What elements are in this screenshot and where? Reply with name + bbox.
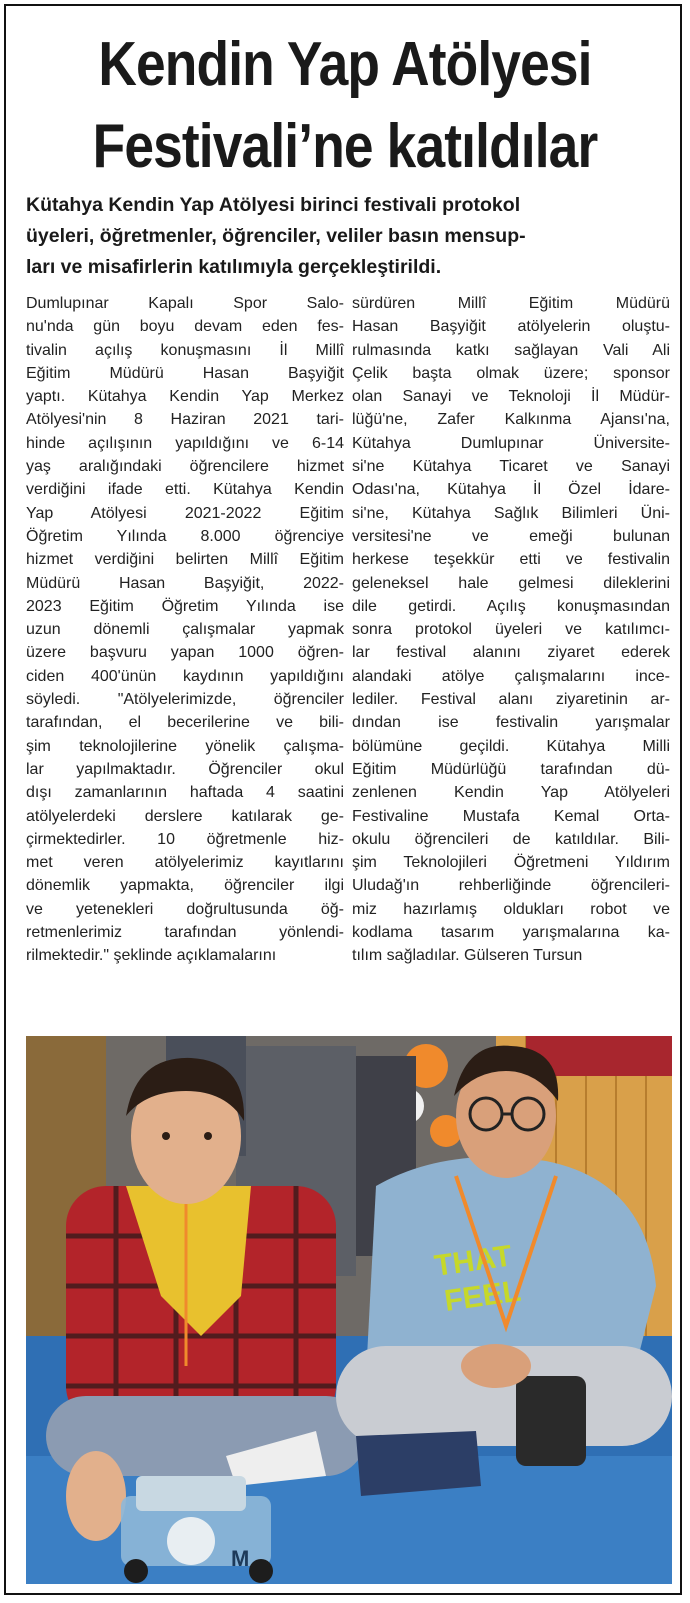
body-text-line: si'ne Kütahya Ticaret ve Sanayi <box>352 458 670 476</box>
body-text-line: olan Sanayi ve Teknoloji İl Müdür- <box>352 388 670 406</box>
body-text-line: şim teknolojilerine yönelik çalışma- <box>26 737 344 755</box>
body-text-line: hinde açılışının yapıldığını ve 6-14 <box>26 434 344 452</box>
body-text-line: versitesi'ne ve emeği bulunan <box>352 527 670 545</box>
body-text-line: tivalin açılış konuşmasını İl Millî <box>26 341 344 359</box>
photo-illustration <box>26 1036 672 1584</box>
article-photo <box>26 1036 672 1584</box>
body-column-right <box>352 292 670 968</box>
body-text-line: lediler. Festival alanı ziyaretinin ar- <box>352 691 670 709</box>
body-text-line: sonra protokol üyeleri ve katılımcı- <box>352 621 670 639</box>
body-text-line: Uludağ'ın rehberliğinde öğrencileri- <box>352 877 670 895</box>
body-text-line: kodlama tasarım yarışmalarına ka- <box>352 924 670 942</box>
body-text-line: lar yapılmaktadır. Öğrenciler okul <box>26 760 344 778</box>
body-text-line: met veren atölyelerimiz kayıtlarını <box>26 854 344 872</box>
lead-line: üyeleri, öğretmenler, öğrenciler, veliler basın mensup- <box>26 225 526 247</box>
body-text-line: Çelik başta olmak üzere; sponsor <box>352 364 670 382</box>
body-text-line: Müdürü Hasan Başyiğit, 2022- <box>26 574 344 592</box>
body-text-line: rilmektedir." şeklinde açıklamalarını <box>26 947 277 965</box>
shirt-print-line-2: FEEL <box>442 1274 523 1318</box>
body-text-line: yaş aralığındaki öğrencilere hizmet <box>26 458 344 476</box>
body-text-line: sürdüren Millî Eğitim Müdürü <box>352 295 670 312</box>
headline-line-2: Festivali’ne katıldılar <box>92 112 598 181</box>
body-column-left <box>26 292 344 968</box>
body-text-line: dışı zamanlarının haftada 4 saatini <box>26 784 344 802</box>
body-text-line: Yap Atölyesi 2021-2022 Eğitim <box>26 504 344 522</box>
body-text-line: okulu öğrencileri de katıldılar. Bili- <box>352 830 670 848</box>
headline <box>53 24 636 188</box>
lead-paragraph <box>26 190 670 283</box>
body-text-line: üzere başvuru yapan 1000 öğren- <box>26 644 344 662</box>
body-text-line: herkese teşekkür etti ve festivalin <box>352 551 670 569</box>
body-text-line: ve yetenekleri doğrultusunda öğ- <box>26 900 344 918</box>
body-text-line: tılım sağladılar. Gülseren Tursun <box>352 947 583 965</box>
robot-letter: M <box>231 1546 250 1571</box>
body-text-line: Hasan Başyiğit atölyelerin oluştu- <box>352 318 670 336</box>
shirt-print-line-1: THAT <box>432 1239 514 1283</box>
body-text-line: lar festival alanını ziyaret ederek <box>352 644 670 662</box>
body-text-line: Kütahya Dumlupınar Üniversite- <box>352 434 670 452</box>
body-text-line: Eğitim Müdürlüğü tarafından dü- <box>352 760 670 778</box>
body-text-line: uzun dönemli çalışmalar yapmak <box>26 621 344 639</box>
body-text-line: Atölyesi'nin 8 Haziran 2021 tari- <box>26 411 344 429</box>
body-text-line: çirmektedirler. 10 öğretmenle hiz- <box>26 830 344 848</box>
body-text-line: Dumlupınar Kapalı Spor Salo- <box>26 295 344 312</box>
headline-line-1: Kendin Yap Atölyesi <box>98 30 592 99</box>
body-text-line: si'ne, Kütahya Sağlık Bilimleri Üni- <box>352 504 670 522</box>
body-text-line: alandaki atölye çalışmalarını ince- <box>352 667 670 685</box>
body-text-line: rulmasında katkı sağlayan Vali Ali <box>352 341 670 359</box>
body-text-line: hizmet verdiğini belirten Millî Eğitim <box>26 551 344 569</box>
body-text-line: zenlenen Kendin Yap Atölyeleri <box>352 784 670 802</box>
body-text-line: şim Teknolojileri Öğretmeni Yıldırım <box>352 854 670 872</box>
body-text-line: ciden 400'ünün kaydının yapıldığını <box>26 667 344 685</box>
body-text-line: Öğretim Yılında 8.000 öğrenciye <box>26 527 344 545</box>
body-text-line: Eğitim Müdürü Hasan Başyiğit <box>26 364 344 382</box>
body-text-line: söyledi. "Atölyelerimizde, öğrenciler <box>26 691 344 709</box>
lead-line: Kütahya Kendin Yap Atölyesi birinci festivali protokol <box>26 194 521 216</box>
article-frame <box>4 4 682 1595</box>
lead-line: ları ve misafirlerin katılımıyla gerçekleştirildi. <box>26 256 442 278</box>
body-text-line: retmenlerimiz tarafından yönlendi- <box>26 924 344 942</box>
body-text-line: lüğü'ne, Zafer Kalkınma Ajansı'na, <box>352 411 670 429</box>
body-text-line: verdiğini ifade etti. Kütahya Kendin <box>26 481 344 499</box>
body-text-line: atölyelerdeki derslere katılarak ge- <box>26 807 344 825</box>
body-text-line: Festivaline Mustafa Kemal Orta- <box>352 807 670 825</box>
body-text-line: dile getirdi. Açılış konuşmasından <box>352 597 670 615</box>
body-text-line: dönemlik yapmakta, öğrenciler ilgi <box>26 877 344 895</box>
body-text-line: dından ise festivalin yarışmalar <box>352 714 670 732</box>
body-text-line: bölümüne geçildi. Kütahya Milli <box>352 737 670 755</box>
body-text-line: miz hazırlamış oldukları robot ve <box>352 900 670 918</box>
body-text-line: tarafından, el becerilerine ve bili- <box>26 714 344 732</box>
body-text-line: Odası'na, Kütahya İl Özel İdare- <box>352 481 670 499</box>
body-text-line: 2023 Eğitim Öğretim Yılında ise <box>26 597 344 615</box>
body-text-line: geleneksel hale gelmesi dileklerini <box>352 574 670 592</box>
body-text-line: nu'nda gün boyu devam eden fes- <box>26 318 344 336</box>
body-text-line: yaptı. Kütahya Kendin Yap Merkez <box>26 388 344 406</box>
